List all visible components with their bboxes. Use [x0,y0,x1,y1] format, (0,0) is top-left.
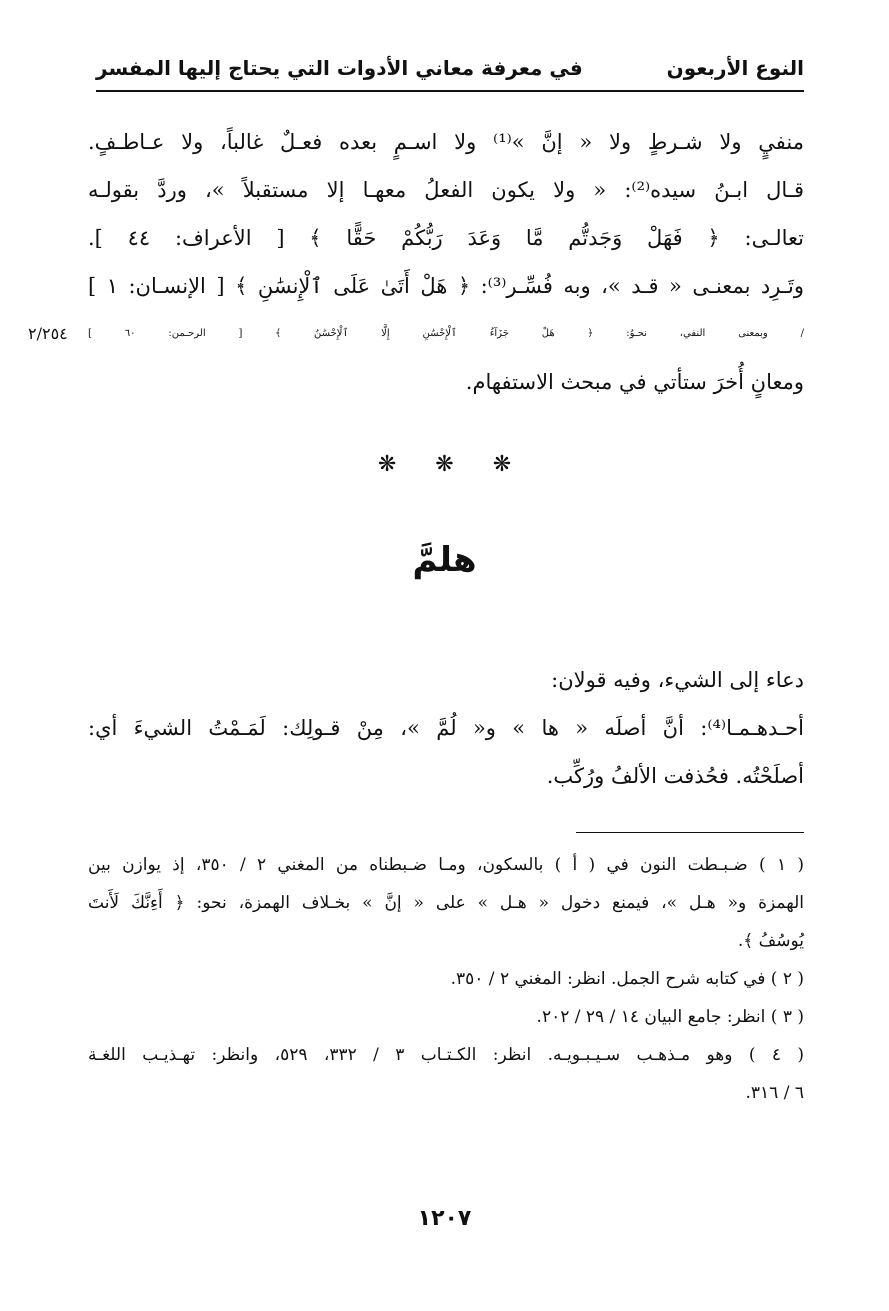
text-line: أصلَحْتُه. فحُذفت الألفُ ورُكِّب. [546,764,804,788]
footnote-line: ( ٣ ) انظر: جامع البيان ١٤ / ٢٩ / ٢٠٢. [536,1007,804,1027]
text-line: أحـدهـمـا⁽⁴⁾: أنَّ أصلَه « ها » و« لُمَّ »، مِنْ قـولِك: لَمَـمْتُ الشيءَ أي: [88,716,804,740]
header-chapter: النوع الأربعون [666,56,804,80]
section-text [88,656,804,800]
footnote-line: ( ٢ ) في كتابه شرح الجمل. انظر: المغني ٢ / ٣٥٠. [450,969,804,989]
section-separator [0,452,889,477]
text-line: دعاء إلى الشيء، وفيه قولان: [551,668,804,692]
text-line-with-margin [28,310,804,358]
running-header [96,48,804,88]
page-number: ١٢٠٧ [417,1206,472,1231]
asterism-star: ❋ [492,452,512,477]
text-line: ومعانٍ أُخرَ ستأتي في مبحث الاستفهام. [465,370,804,394]
footnote-line: ( ١ ) ضـبـطت النون في ( أ ) بالسكون، ومـا ضـبطناه من المغني ٢ / ٣٥٠، إذ يوازن بين [88,855,804,875]
margin-reference: ٢/٢٥٤ [28,324,68,343]
text-line: تعالـى: ﴿ فَهَلْ وَجَدتُّم مَّا وَعَدَ رَبُّكُمْ حَقًّا ﴾ [ الأعراف: ٤٤ ]. [88,226,804,250]
text-line: قـال ابـنُ سيده⁽²⁾: « ولا يكون الفعلُ معهـا إلا مستقبلاً »، وردَّ بقولـه [88,178,804,202]
asterism-star: ❋ [435,452,454,477]
footnote-line: يُوسُفُ ﴾. [737,931,804,951]
footnote-line: ( ٤ ) وهو مـذهـب سـيـبـويـه. انظر: الكـتـاب ٣ / ٣٣٢، ٥٢٩، وانظر: تهـذيـب اللغـة [88,1045,804,1065]
asterism-star: ❋ [377,452,397,477]
text-line: / وبمعنى النفي، نحـوُ: ﴿ هَلْ جَزَآءُ ٱلْإِحْسَٰنِ إِلَّا ٱلْإِحْسَٰنُ ﴾ [ الرحـمن: ٦٠ ] [88,328,804,339]
footnote-line: ٦ / ٣١٦. [745,1083,804,1103]
header-divider [96,90,804,92]
main-text [28,118,805,406]
section-title: هلمَّ [412,540,477,580]
footnote-line: الهمزة و« هـل »، فيمنع دخول « هـل » على « إنَّ » بخـلاف الهمزة، نحو: ﴿ أَءِنَّكَ لَأَنتَ [88,893,804,913]
text-line: وتَـرِد بمعنـى « قـد »، وبه فُسِّـر⁽³⁾: ﴿ هَلْ أَتَىٰ عَلَى ٱلْإِنسَٰنِ ﴾ [ الإنسـان: ١ ] [88,274,804,298]
header-subject: في معرفة معاني الأدوات التي يحتاج إليها المفسر [96,56,583,80]
footnotes [88,846,804,1112]
text-line: منفيٍ ولا شـرطٍ ولا « إنَّ »⁽¹⁾ ولا اسـمٍ بعده فعـلٌ غالباً، ولا عـاطـفٍ. [88,130,805,154]
footnote-divider [576,832,804,833]
